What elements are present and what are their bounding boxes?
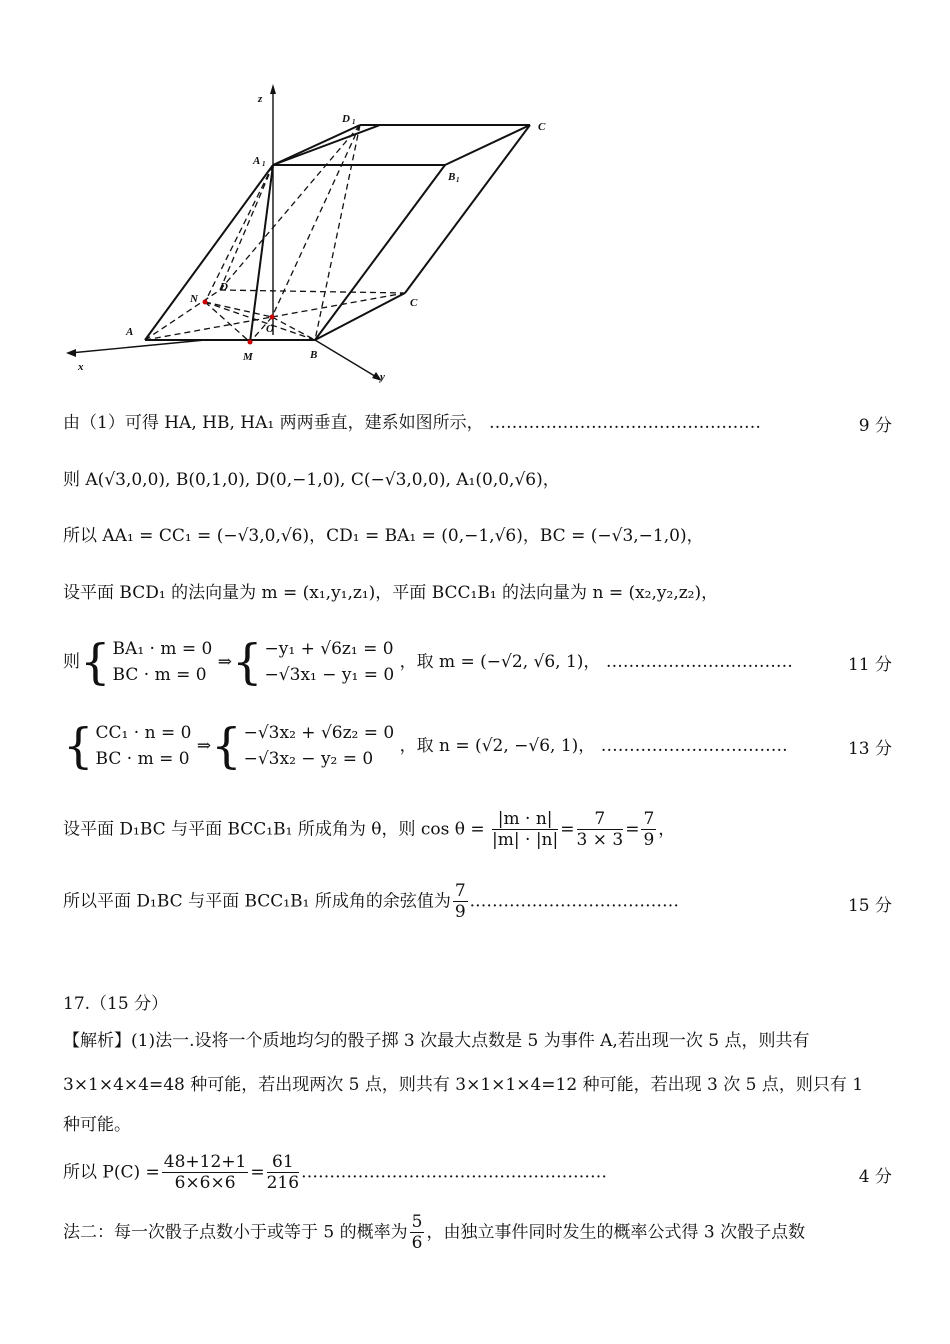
pc-frac-den: 6×6×6 xyxy=(174,1173,236,1193)
label-m: M xyxy=(243,351,253,363)
point-n xyxy=(203,300,208,305)
cos-frac-num: |m · n| xyxy=(492,809,558,830)
score-4: 4 分 xyxy=(858,1167,892,1187)
label-c1: C xyxy=(538,121,546,133)
pc-frac2-den: 216 xyxy=(266,1173,300,1193)
cos-frac3-den: 9 xyxy=(643,830,655,850)
line-8-prefix: 所以平面 D₁BC 与平面 BCC₁B₁ 所成角的余弦值为 xyxy=(63,891,451,912)
line-5-take: ，取 m = (−√2, √6, 1)， xyxy=(399,652,601,672)
cos-frac2-num: 7 xyxy=(577,809,624,830)
q17-probability-line: 所以 P(C) = $\frac{48+12+1}{6\times 6\times 6}$ = $\frac{61}{216}$ ……………………………………………… xyxy=(63,1152,608,1193)
line-2: 则 A(√3,0,0), B(0,1,0), D(0,−1,0), C(−√3,0,0), A₁(0,0,√6)， xyxy=(63,470,560,490)
m2-frac-den: 6 xyxy=(411,1233,423,1253)
line-1-text: 由（1）可得 HA, HB, HA₁ 两两垂直，建系如图所示， xyxy=(63,413,484,433)
prism-diagram xyxy=(60,80,546,390)
label-o: O xyxy=(266,323,274,335)
label-c: C xyxy=(410,297,418,309)
point-o xyxy=(270,315,275,320)
system-1-eq1: BA₁ · m = 0 xyxy=(112,639,213,659)
answer-frac-den: 9 xyxy=(454,902,466,922)
label-a1-sub: 1 xyxy=(262,160,266,168)
label-a: A xyxy=(126,326,134,338)
q17-para-1: 【解析】(1)法一.设将一个质地均匀的骰子掷 3 次最大点数是 5 为事件 A,若出现一次 5 点，则共有 xyxy=(63,1031,810,1051)
q17-para-3: 种可能。 xyxy=(63,1115,131,1135)
system-2-eq2: BC · m = 0 xyxy=(95,749,190,769)
score-13: 13 分 xyxy=(847,739,892,759)
line-4: 设平面 BCD₁ 的法向量为 m = (x₁,y₁,z₁)，平面 BCC₁B₁ 的法向量为 n = (x₂,y₂,z₂)， xyxy=(63,583,719,603)
score-11: 11 分 xyxy=(847,655,892,675)
q17-method-2 xyxy=(63,1210,893,1255)
cos-frac3-num: 7 xyxy=(643,809,655,829)
line-3: 所以 AA₁ = CC₁ = (−√3,0,√6)，CD₁ = BA₁ = (0,−1,√6)，BC = (−√3,−1,0)， xyxy=(63,526,704,546)
pc-frac-num: 48+12+1 xyxy=(163,1152,247,1172)
pc-frac2-num: 61 xyxy=(267,1152,299,1173)
cos-frac-den: |m| · |n| xyxy=(492,830,559,850)
prism-figure xyxy=(60,80,546,390)
line-6-take: ，取 n = (√2, −√6, 1)， xyxy=(399,736,596,756)
x-axis xyxy=(70,340,205,353)
label-b1: B xyxy=(448,171,456,183)
score-9: 9 分 xyxy=(858,416,892,436)
system-1-eq3: −y₁ + √6z₁ = 0 xyxy=(264,639,394,659)
system-1-eq4: −√3x₁ − y₁ = 0 xyxy=(264,665,395,685)
system-2-eq4: −√3x₂ − y₂ = 0 xyxy=(243,749,374,769)
implies-arrow-2: ⇒ xyxy=(196,736,212,756)
label-y: y xyxy=(380,371,385,383)
label-d1-sub: 1 xyxy=(352,118,356,126)
label-b: B xyxy=(310,349,318,361)
line-7: 设平面 D₁BC 与平面 BCC₁B₁ 所成角为 θ，则 cos θ = $\frac{|m \cdot n|}{|m| \cdot |n|}$ = $\frac{7}{3 \times 3}$ = $\frac{7}{9}$ ， xyxy=(63,809,676,850)
label-b1-sub: 1 xyxy=(456,176,460,184)
m2-frac-num: 5 xyxy=(411,1212,423,1232)
line-5-prefix: 则 xyxy=(63,652,80,672)
pc-eq: = xyxy=(250,1162,265,1183)
label-d: D xyxy=(220,281,228,293)
score-15: 15 分 xyxy=(847,896,892,916)
q17-heading: 17.（15 分） xyxy=(63,994,169,1014)
y-axis xyxy=(315,340,378,378)
label-a1: A xyxy=(253,155,261,167)
pc-prefix: 所以 P(C) = xyxy=(63,1162,160,1183)
answer-frac-num: 7 xyxy=(454,881,466,901)
system-2-eq3: −√3x₂ + √6z₂ = 0 xyxy=(243,723,395,743)
label-z: z xyxy=(258,93,263,105)
label-n: N xyxy=(190,293,198,305)
line-6: { CC₁ · n = 0 BC · m = 0 ⇒{ −√3x₂ + √6z₂ = 0 −√3x₂ − y₂ = 0 ，取 n = (√2, −√6, 1)， …………………………… xyxy=(63,718,788,774)
label-d1: D xyxy=(342,113,350,125)
system-2-eq1: CC₁ · n = 0 xyxy=(95,723,192,743)
line-7-prefix: 设平面 D₁BC 与平面 BCC₁B₁ 所成角为 θ，则 cos θ = xyxy=(63,819,485,840)
label-x: x xyxy=(78,361,84,373)
point-m xyxy=(248,340,253,345)
line-5: 则{ BA₁ · m = 0 BC · m = 0 ⇒{ −y₁ + √6z₁ = 0 −√3x₁ − y₁ = 0 ，取 m = (−√2, √6, 1)， …………………………… xyxy=(63,634,793,690)
m2-prefix: 法二：每一次骰子点数小于或等于 5 的概率为 xyxy=(63,1222,408,1243)
line-1: 由（1）可得 HA, HB, HA₁ 两两垂直，建系如图所示， ………………………………………… xyxy=(63,413,761,433)
cos-frac2-den: 3 × 3 xyxy=(576,830,624,850)
m2-suffix: ，由独立事件同时发生的概率公式得 3 次骰子点数 xyxy=(426,1222,806,1243)
line-7-end: ， xyxy=(658,819,676,840)
line-8: 所以平面 D₁BC 与平面 BCC₁B₁ 所成角的余弦值为 $\frac{7}{9}$ .……………………………… xyxy=(63,881,680,922)
system-1-eq2: BC · m = 0 xyxy=(112,665,207,685)
implies-arrow-1: ⇒ xyxy=(217,652,232,672)
q17-para-2: 3×1×4×4=48 种可能，若出现两次 5 点，则共有 3×1×1×4=12 种可能，若出现 3 次 5 点，则只有 1 xyxy=(63,1075,864,1095)
